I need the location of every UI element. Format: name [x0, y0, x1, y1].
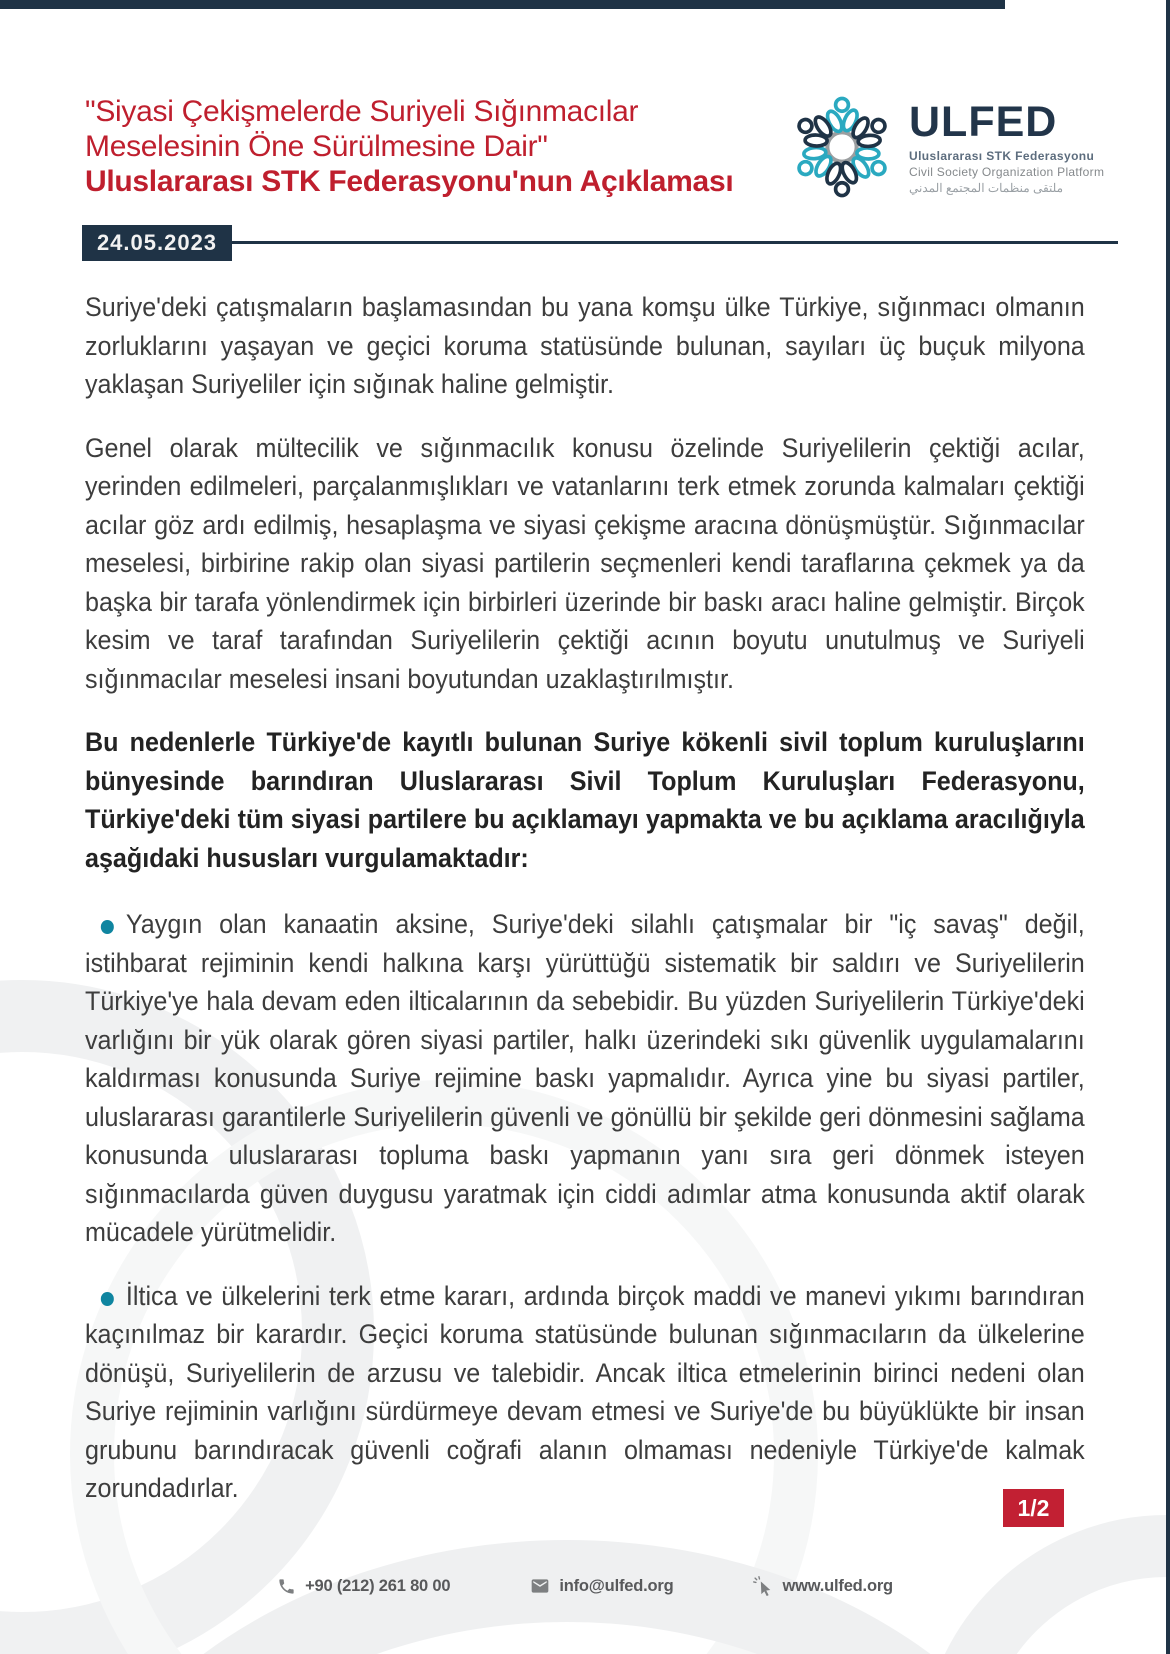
mail-icon: [530, 1576, 550, 1596]
bullet-text: Yaygın olan kanaatin aksine, Suriye'deki silahlı çatışmalar bir "iç savaş" değil, istihbarat rejiminin kendi halkına karşı yürüttüğü sistematik bir saldırı ve Suriyelilerin Türkiye'ye hala devam eden ilticalarının da sebebidir. Bu yüzden Suriyelilerin Türkiye'deki varlığını bir yük olarak gören siyasi partiler, halkı üzerindeki sıkı güvenlik uygulamalarını kaldırması konusunda Suriye rejimine baskı yapmalıdır. Ayrıca yine bu siyasi partiler, uluslararası garantilerle Suriyelilerin güvenli ve gönüllü bir şekilde geri dönmesini sağlama konusunda uluslararası topluma baskı yapmanın yanı sıra geri dönmek isteyen sığınmacılarda güven duygusu yaratmak için ciddi adımlar atma konusunda aktif olarak mücadele yürütmelidir.: [85, 909, 1085, 1247]
logo-subtitle-en: Civil Society Organization Platform: [909, 165, 1105, 179]
date-badge: 24.05.2023: [82, 225, 232, 261]
footer-email-text: info@ulfed.org: [559, 1576, 674, 1595]
title-line-1: "Siyasi Çekişmelerde Suriyeli Sığınmacılar: [85, 95, 639, 128]
bullet-dot-icon: [101, 1292, 114, 1306]
footer-website[interactable]: [753, 1576, 892, 1596]
bullet-item: [85, 1277, 1085, 1508]
bullet-item: [85, 905, 1085, 1252]
footer-phone-text: +90 (212) 261 80 00: [305, 1576, 451, 1595]
logo-text-block: [909, 88, 1104, 202]
bullet-text: İltica ve ülkelerini terk etme kararı, ardında birçok maddi ve manevi yıkımı barındıran kaçınılmaz bir karardır. Geçici koruma statüsünde bulunan sığınmacıların da ülkelerine dönüşü, Suriyelilerin de arzusu ve talebidir. Ancak iltica etmelerinin birinci nedeni olan Suriye rejiminin varlığını sürdürmeye devam etmesi ve Suriye'de bu büyüklükte bir insan grubunu barındıracak güvenli coğrafi alanın olmaması nedeniyle Türkiye'de kalmak zorundadırlar.: [85, 1280, 1085, 1503]
logo-subtitle-ar: ملتقى منظمات المجتمع المدني: [909, 181, 1064, 195]
title-line-2: Meselesinin Öne Sürülmesine Dair": [85, 130, 548, 163]
footer-email[interactable]: [530, 1576, 673, 1596]
top-border-bar: [0, 0, 1005, 9]
footer-phone[interactable]: [277, 1576, 450, 1596]
logo-subtitle-tr: Uluslararası STK Federasyonu: [909, 149, 1095, 163]
ulfed-logo-icon: [787, 92, 897, 202]
paragraph: Genel olarak mültecilik ve sığınmacılık konusu özelinde Suriyelilerin çektiği acılar, yerinden edilmeleri, parçalanmışlıkları ve vatanlarını terk etmek zorunda kalmaları çektiği acılar göz ardı edilmiş, hesaplaşma ve siyasi çekişme aracına dönüşmüştür. Sığınmacılar meselesi, birbirine rakip olan siyasi partilerin seçmenleri kendi taraflarına çekmek ya da başka bir tarafa yönlendirmek için birbirleri üzerinde bir baskı aracı haline gelmiştir. Birçok kesim ve taraf tarafından Suriyelilerin çektiği acının boyutu unutulmuş ve Suriyeli sığınmacılar meselesi insani boyutundan uzaklaştırılmıştır.: [85, 432, 1085, 694]
phone-icon: [277, 1577, 296, 1596]
paragraph-emphasis: Bu nedenlerle Türkiye'de kayıtlı bulunan Suriye kökenli sivil toplum kuruluşlarını bünyesinde barındıran Uluslararası Sivil Toplum Kuruluşları Federasyonu, Türkiye'deki tüm siyasi partilere bu açıklamayı yapmakta ve bu açıklama aracılığıyla aşağıdaki hususları vurgulamaktadır:: [85, 727, 1085, 873]
title-line-3: Uluslararası STK Federasyonu'nun Açıklaması: [85, 165, 734, 198]
ulfed-logo: [787, 88, 1104, 202]
right-border-bar: [1166, 0, 1170, 1654]
document-title: [85, 94, 733, 199]
logo-name: ULFED: [909, 98, 1058, 146]
footer-website-text: www.ulfed.org: [782, 1576, 893, 1595]
paragraph: Suriye'deki çatışmaların başlamasından bu yana komşu ülke Türkiye, sığınmacı olmanın zorluklarını yaşayan ve geçici koruma statüsünde bulunan, sayıları üç buçuk milyona yaklaşan Suriyeliler için sığınak haline gelmiştir.: [85, 292, 1085, 399]
bullet-dot-icon: [101, 920, 114, 934]
cursor-click-icon: [753, 1576, 773, 1596]
page-number-badge: 1/2: [1003, 1489, 1064, 1527]
date-divider-line: [232, 241, 1118, 244]
footer-contact-bar: [0, 1576, 1170, 1596]
document-body: [85, 288, 1085, 1533]
